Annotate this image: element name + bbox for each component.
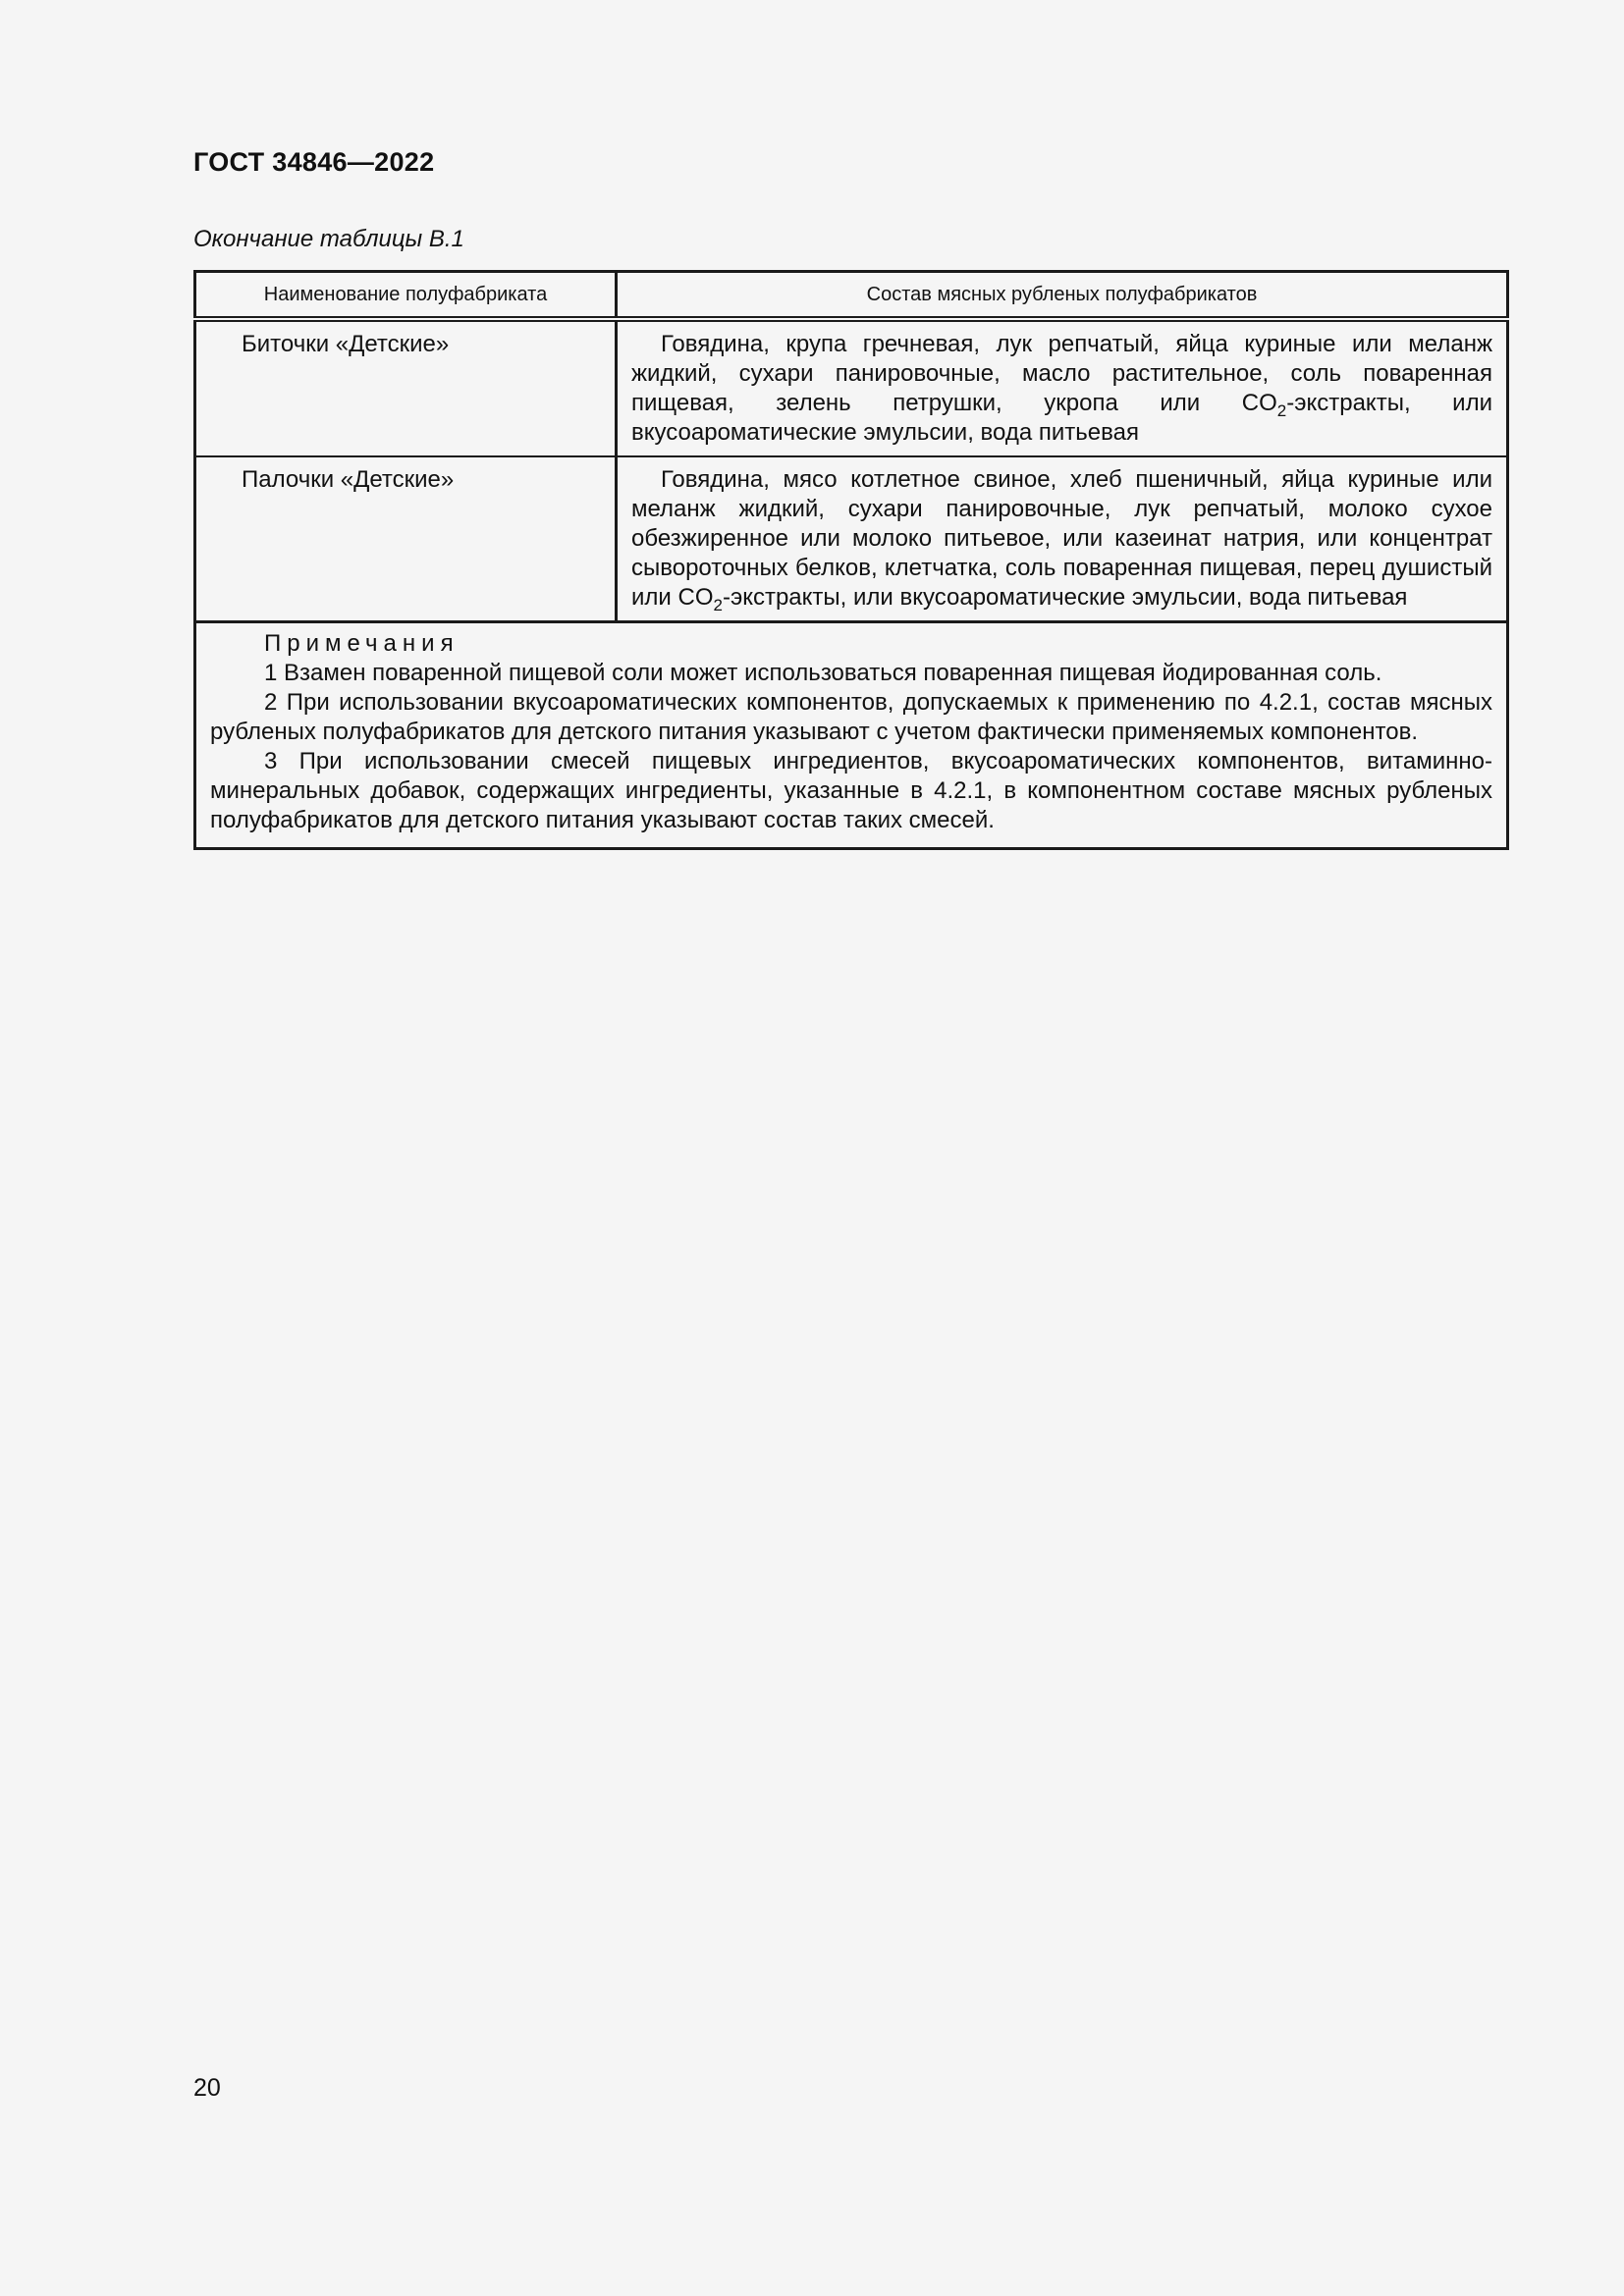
note-item: 3 При использовании смесей пищевых ингредиентов, вкусоароматических компонентов, витаминно-минеральных добавок, содержащих ингредиенты, указанные в 4.2.1, в компонентном составе мясных рубленых полуфабрикатов для детского питания указывают состав таких смесей. bbox=[210, 748, 1492, 833]
page-number: 20 bbox=[193, 2074, 221, 2102]
composition-text: Говядина, крупа гречневая, лук репчатый, яйца куриные или меланж жидкий, сухари панировочные, масло растительное, соль поваренная пищевая, зелень петрушки, укропа или CO bbox=[631, 331, 1492, 416]
product-name: Биточки «Детские» bbox=[195, 319, 617, 456]
composition-table bbox=[193, 270, 1509, 850]
note-item: 1 Взамен поваренной пищевой соли может использоваться поваренная пищевая йодированная соль. bbox=[264, 660, 1382, 686]
notes-cell bbox=[195, 622, 1508, 849]
table-header-row bbox=[195, 272, 1508, 320]
composition-text-tail: -экстракты, или вкусоароматические эмульсии, вода питьевая bbox=[722, 584, 1408, 611]
subscript-two: 2 bbox=[713, 596, 723, 614]
product-name: Палочки «Детские» bbox=[195, 456, 617, 622]
table-body bbox=[195, 319, 1508, 849]
document-header: ГОСТ 34846—2022 bbox=[193, 147, 435, 177]
note-item: 2 При использовании вкусоароматических компонентов, допускаемых к применению по 4.2.1, состав мясных рубленых полуфабрикатов для детского питания указывают с учетом фактически применяемых компонентов. bbox=[210, 689, 1492, 745]
column-header-name: Наименование полуфабриката bbox=[195, 272, 617, 320]
table-row bbox=[195, 319, 1508, 456]
table-row bbox=[195, 456, 1508, 622]
product-composition bbox=[617, 456, 1508, 622]
table-caption: Окончание таблицы В.1 bbox=[193, 226, 464, 252]
composition-text-tail: -экстракты, или вкусоароматические эмульсии, вода питьевая bbox=[631, 390, 1492, 446]
table-head bbox=[195, 272, 1508, 320]
product-composition bbox=[617, 319, 1508, 456]
composition-text: Говядина, мясо котлетное свиное, хлеб пшеничный, яйца куриные или меланж жидкий, сухари панировочные, лук репчатый, молоко сухое обезжиренное или молоко питьевое, или казеинат натрия, или концентрат сывороточных белков, клетчатка, соль поваренная пищевая, перец душистый или CO bbox=[631, 466, 1492, 611]
column-header-composition: Состав мясных рубленых полуфабрикатов bbox=[617, 272, 1508, 320]
subscript-two: 2 bbox=[1276, 401, 1287, 420]
notes-row bbox=[195, 622, 1508, 849]
notes-title: Примечания bbox=[264, 630, 460, 657]
